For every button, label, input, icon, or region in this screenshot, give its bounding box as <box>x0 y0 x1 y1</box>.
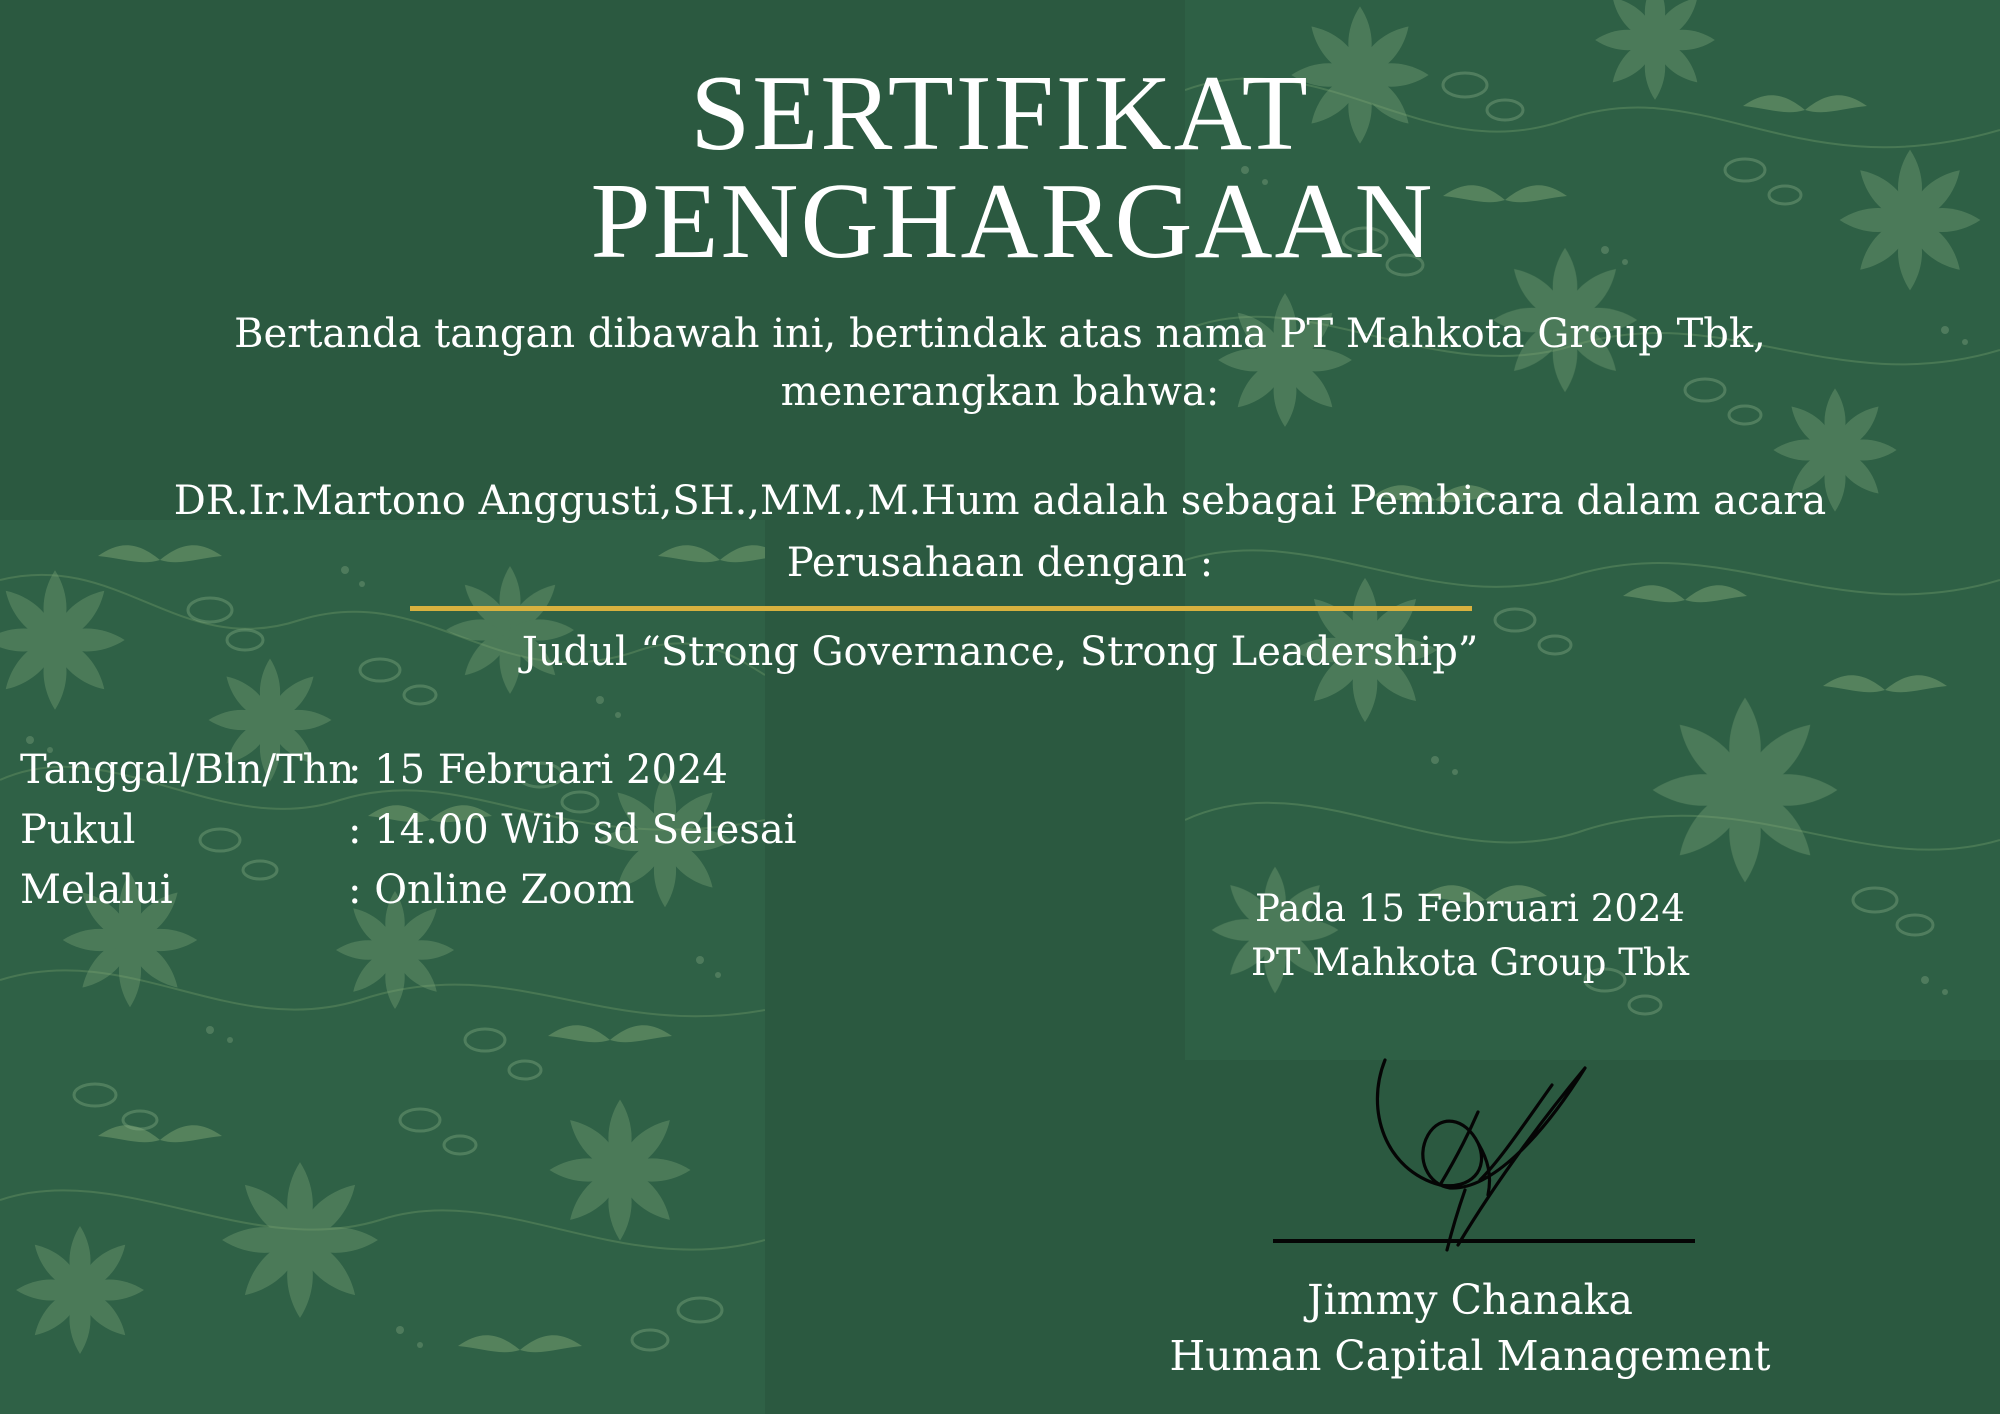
detail-label-platform: Melalui <box>20 867 173 913</box>
signatory-header <box>1170 882 1770 990</box>
signatory-position: Human Capital Management <box>1169 1332 1771 1380</box>
signature-line <box>1273 1239 1695 1243</box>
event-details <box>20 740 797 920</box>
title-line-1: SERTIFIKAT <box>690 54 1310 173</box>
detail-label-date: Tanggal/Bln/Thn <box>20 747 355 793</box>
detail-row-time <box>20 800 797 860</box>
detail-row-platform <box>20 860 797 920</box>
detail-label-time: Pukul <box>20 807 136 853</box>
intro-text <box>0 305 2000 421</box>
title-line-2: PENGHARGAAN <box>590 162 1435 281</box>
detail-row-date <box>20 740 797 800</box>
signatory-name: Jimmy Chanaka <box>1307 1276 1633 1324</box>
signatory-footer <box>1110 1272 1830 1384</box>
event-topic: Judul “Strong Governance, Strong Leadership” <box>521 629 1479 675</box>
signatory-company: PT Mahkota Group Tbk <box>1250 941 1690 984</box>
gold-divider <box>410 606 1472 611</box>
recipient-statement <box>0 470 2000 594</box>
statement-line-2: Perusahaan dengan : <box>786 540 1214 586</box>
detail-value-date: : 15 Februari 2024 <box>348 747 728 793</box>
intro-line-2: menerangkan bahwa: <box>780 369 1220 415</box>
certificate-title <box>0 54 2000 281</box>
detail-value-time: : 14.00 Wib sd Selesai <box>348 807 797 853</box>
detail-value-platform: : Online Zoom <box>348 867 635 913</box>
intro-line-1: Bertanda tangan dibawah ini, bertindak atas nama PT Mahkota Group Tbk, <box>234 311 1766 357</box>
handwritten-signature-icon <box>1370 1040 1600 1260</box>
place-date: Pada 15 Februari 2024 <box>1255 887 1685 930</box>
statement-line-1: DR.Ir.Martono Anggusti,SH.,MM.,M.Hum adalah sebagai Pembicara dalam acara <box>173 478 1827 524</box>
